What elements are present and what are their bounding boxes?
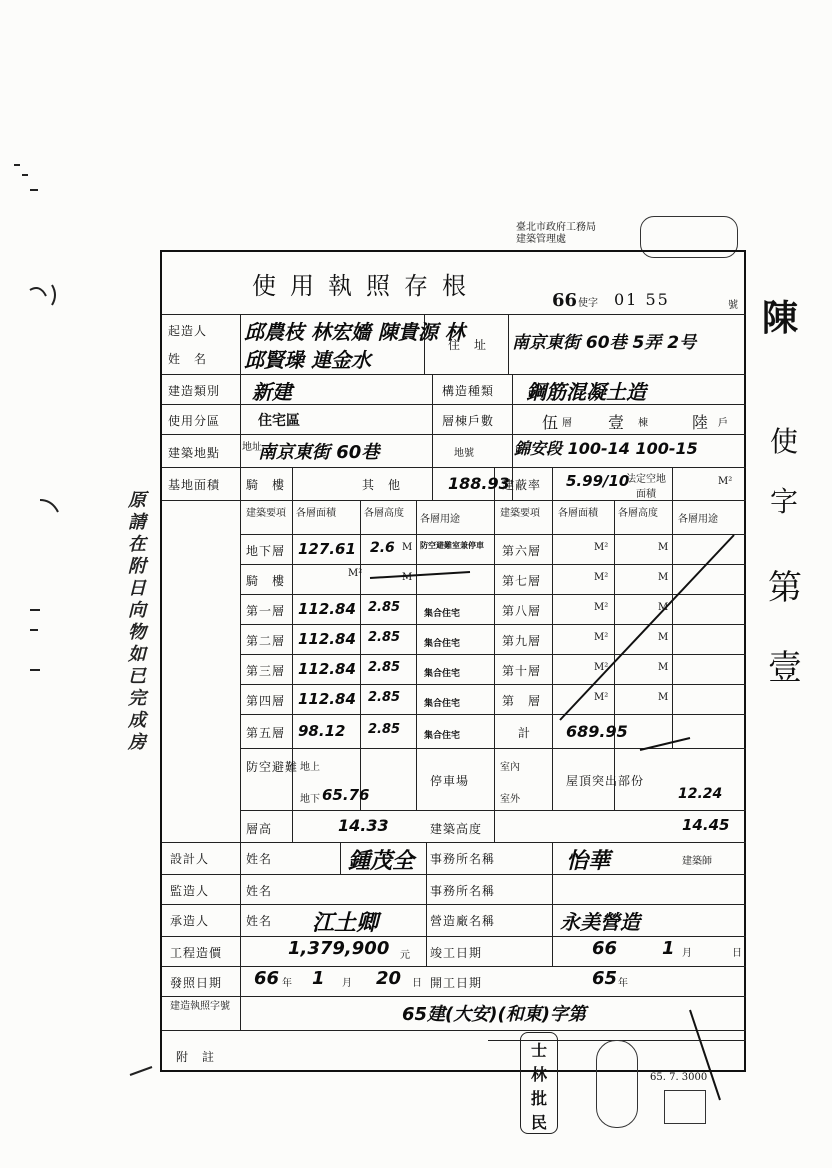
label-designer: 設計人 [170, 852, 210, 866]
label-notes: 附 註 [176, 1050, 216, 1064]
floor-label-right: 第六層 [502, 544, 542, 558]
floor-label-right: 第九層 [502, 634, 542, 648]
side-note: 陳 [762, 297, 799, 339]
unit-m: M [402, 542, 413, 553]
label-month: 月 [682, 948, 692, 959]
start-year: 65 [592, 968, 618, 989]
label-legal-open: 法定空地面積 [626, 474, 666, 500]
floor-height: 2.85 [368, 600, 401, 615]
header-item-2: 建築要項 [500, 508, 540, 519]
unit-m2: M² [594, 662, 609, 673]
floor-use: 集合住宅 [424, 699, 461, 709]
unit-m2: M² [718, 476, 733, 487]
floor-area: 112.84 [298, 660, 356, 678]
label-builder: 起造人 [168, 324, 208, 338]
unit-m: M [658, 692, 669, 703]
floor-label: 地下層 [246, 544, 286, 558]
label-floors-units: 層棟戶數 [442, 414, 495, 428]
floor-label: 騎 樓 [246, 574, 286, 588]
label-architect: 建築師 [682, 856, 712, 867]
label-office2: 事務所名稱 [430, 884, 496, 898]
floor-area: 112.84 [298, 600, 356, 618]
storey-height: 14.33 [338, 816, 389, 835]
label-start: 開工日期 [430, 976, 483, 990]
label-permit-no: 建造執照字號 [170, 1001, 230, 1012]
unit-m: M [402, 572, 413, 583]
floor-label-right: 第八層 [502, 604, 542, 618]
side-note: 字 [770, 485, 799, 518]
issue-year: 66 [254, 968, 280, 989]
permit-no: 65建(大安)(和東)字第 [402, 1004, 586, 1025]
floor-label: 第三層 [246, 664, 286, 678]
label-office: 事務所名稱 [430, 852, 496, 866]
basement-shelter-area: 65.76 [322, 786, 370, 804]
builder-address: 南京東街 60巷 5弄 2号 [512, 333, 697, 353]
site-lot: 錦安段 100-14 100-15 [514, 439, 698, 458]
oval-seal [596, 1040, 638, 1128]
label-firm: 營造廠名稱 [430, 914, 496, 928]
label-other: 其 他 [362, 478, 402, 492]
label-contractor: 承造人 [170, 914, 210, 928]
label-bldg-ratio: 建蔽率 [502, 478, 542, 492]
unit-m2: M² [348, 568, 363, 579]
label-below: 地下 [300, 794, 320, 805]
design-office: 怡華 [566, 849, 611, 874]
label-use-zone: 使用分區 [168, 414, 221, 428]
cost-value: 1,379,900 [288, 938, 390, 959]
label-outdoor: 室外 [500, 794, 520, 805]
label-arcade: 騎 樓 [246, 478, 286, 492]
floor-height: 2.85 [368, 660, 401, 675]
label-roof: 屋頂突出部份 [566, 774, 645, 788]
label-storey-height: 層高 [246, 822, 273, 836]
unit-m2: M² [594, 542, 609, 553]
floor-height: 2.85 [368, 722, 401, 737]
use-zone: 住宅區 [258, 413, 300, 429]
floor-use: 集合住宅 [424, 639, 461, 649]
label-yuan: 元 [400, 950, 410, 961]
units-count: 陸 [692, 413, 709, 432]
label-bldg-class: 建造類別 [168, 384, 221, 398]
bldg-ratio: 5.99/10 [566, 472, 630, 490]
form-title: 使用執照存根 [252, 272, 480, 300]
header-floor-use: 各層用途 [420, 514, 460, 525]
site-address: 南京東街 60巷 [258, 442, 380, 463]
label-issue-date: 發照日期 [170, 976, 223, 990]
label-lot-small: 地號 [454, 448, 474, 459]
header-floor-height-2: 各層高度 [618, 508, 658, 519]
builder-names: 邱農枝 林宏嬙 陳貴源 林 [244, 320, 465, 344]
floor-use: 集合住宅 [424, 609, 461, 619]
floors-count: 伍 [542, 413, 559, 432]
label-day: 日 [732, 948, 742, 959]
floor-label: 第二層 [246, 634, 286, 648]
stamp-date: 65. 7. 3000 [650, 1072, 708, 1083]
stamp-char: 林 [530, 1065, 547, 1084]
unit-m2: M² [594, 692, 609, 703]
unit-m: M [658, 602, 669, 613]
unit-m2: M² [594, 572, 609, 583]
label-site: 建築地點 [168, 446, 221, 460]
unit-m2: M² [594, 632, 609, 643]
floor-label-right: 第 層 [502, 694, 542, 708]
floor-area: 98.12 [298, 722, 346, 740]
floor-label: 第一層 [246, 604, 286, 618]
label-name2: 姓名 [246, 852, 273, 866]
header-floor-area: 各層面積 [296, 508, 336, 519]
label-supervisor: 監造人 [170, 884, 210, 898]
label-year: 年 [282, 978, 292, 989]
label-structure: 構造種類 [442, 384, 495, 398]
house-unit: 戶 [718, 418, 728, 429]
floor-height: 2.85 [368, 690, 401, 705]
side-note: 第 [768, 568, 802, 608]
label-cost: 工程造價 [170, 946, 223, 960]
square-seal [664, 1090, 706, 1124]
issue-month: 1 [312, 968, 325, 989]
bldg-height: 14.45 [682, 816, 730, 834]
left-vertical-notes: 原 請 在 附 日 向 物 如 已 完 成 房 [128, 490, 146, 753]
issue-day: 20 [376, 968, 402, 989]
floor-use: 集合住宅 [424, 731, 461, 741]
other-area: 188.93 [448, 474, 510, 493]
label-name4: 姓名 [246, 914, 273, 928]
contractor-name: 江土卿 [312, 911, 379, 936]
designer-name: 鍾茂全 [348, 849, 415, 874]
label-total: 計 [518, 726, 532, 740]
bldg-count: 壹 [608, 413, 625, 432]
floor-use: 防空避難室兼停車 [420, 540, 484, 550]
floor-label: 第五層 [246, 726, 286, 740]
floor-unit: 層 [562, 418, 572, 429]
top-stamp-line: 臺北市政府工務局 [516, 222, 596, 233]
stamp-seal [520, 1032, 558, 1134]
unit-m: M [658, 662, 669, 673]
floor-height: 2.6 [370, 540, 395, 556]
side-note: 使 [770, 425, 799, 458]
stamp-char: 民 [530, 1113, 547, 1132]
total-area: 689.95 [566, 722, 628, 741]
header-floor-area-2: 各層面積 [558, 508, 598, 519]
unit-m: M [658, 572, 669, 583]
floor-label-right: 第七層 [502, 574, 542, 588]
floor-use: 集合住宅 [424, 669, 461, 679]
top-stamp-line: 建築管理處 [516, 234, 566, 245]
label-site-area: 基地面積 [168, 478, 221, 492]
bldg-unit: 棟 [638, 418, 648, 429]
complete-year: 66 [592, 938, 618, 959]
label-addr-small: 地址 [242, 442, 262, 453]
label-indoor: 室內 [500, 762, 520, 773]
label-shelter: 防空避難 [246, 760, 299, 774]
side-note: 壹 [768, 648, 802, 688]
label-bldg-height: 建築高度 [430, 822, 483, 836]
label-above: 地上 [300, 762, 320, 773]
label-parking: 停車場 [430, 774, 470, 788]
license-number: 01 55 [614, 290, 670, 309]
floor-area: 112.84 [298, 630, 356, 648]
stamp-char: 士 [530, 1041, 547, 1060]
label-day2: 日 [412, 978, 422, 989]
label-address: 住 址 [448, 338, 488, 352]
floor-label-right: 第十層 [502, 664, 542, 678]
label-complete: 竣工日期 [430, 946, 483, 960]
structure-type: 鋼筋混凝土造 [526, 380, 646, 404]
floor-area: 127.61 [298, 540, 356, 558]
header-item: 建築要項 [246, 508, 286, 519]
license-char: 使字 [578, 298, 598, 309]
firm-name: 永美營造 [560, 910, 640, 934]
complete-month: 1 [662, 938, 675, 959]
stamp-char: 批 [530, 1089, 547, 1108]
roof-area: 12.24 [678, 786, 723, 802]
label-year2: 年 [618, 978, 628, 989]
builder-names-2: 邱賢璪 連金水 [244, 348, 371, 372]
label-name3: 姓名 [246, 884, 273, 898]
header-floor-use-2: 各層用途 [678, 514, 718, 525]
unit-m2: M² [594, 602, 609, 613]
header-floor-height: 各層高度 [364, 508, 404, 519]
floor-label: 第四層 [246, 694, 286, 708]
label-month2: 月 [342, 978, 352, 989]
unit-m: M [658, 542, 669, 553]
license-year: 66 [552, 290, 578, 311]
bldg-class: 新建 [252, 380, 292, 404]
license-suffix: 號 [728, 300, 738, 311]
floor-area: 112.84 [298, 690, 356, 708]
label-name: 姓 名 [168, 352, 208, 366]
floor-height: 2.85 [368, 630, 401, 645]
unit-m: M [658, 632, 669, 643]
